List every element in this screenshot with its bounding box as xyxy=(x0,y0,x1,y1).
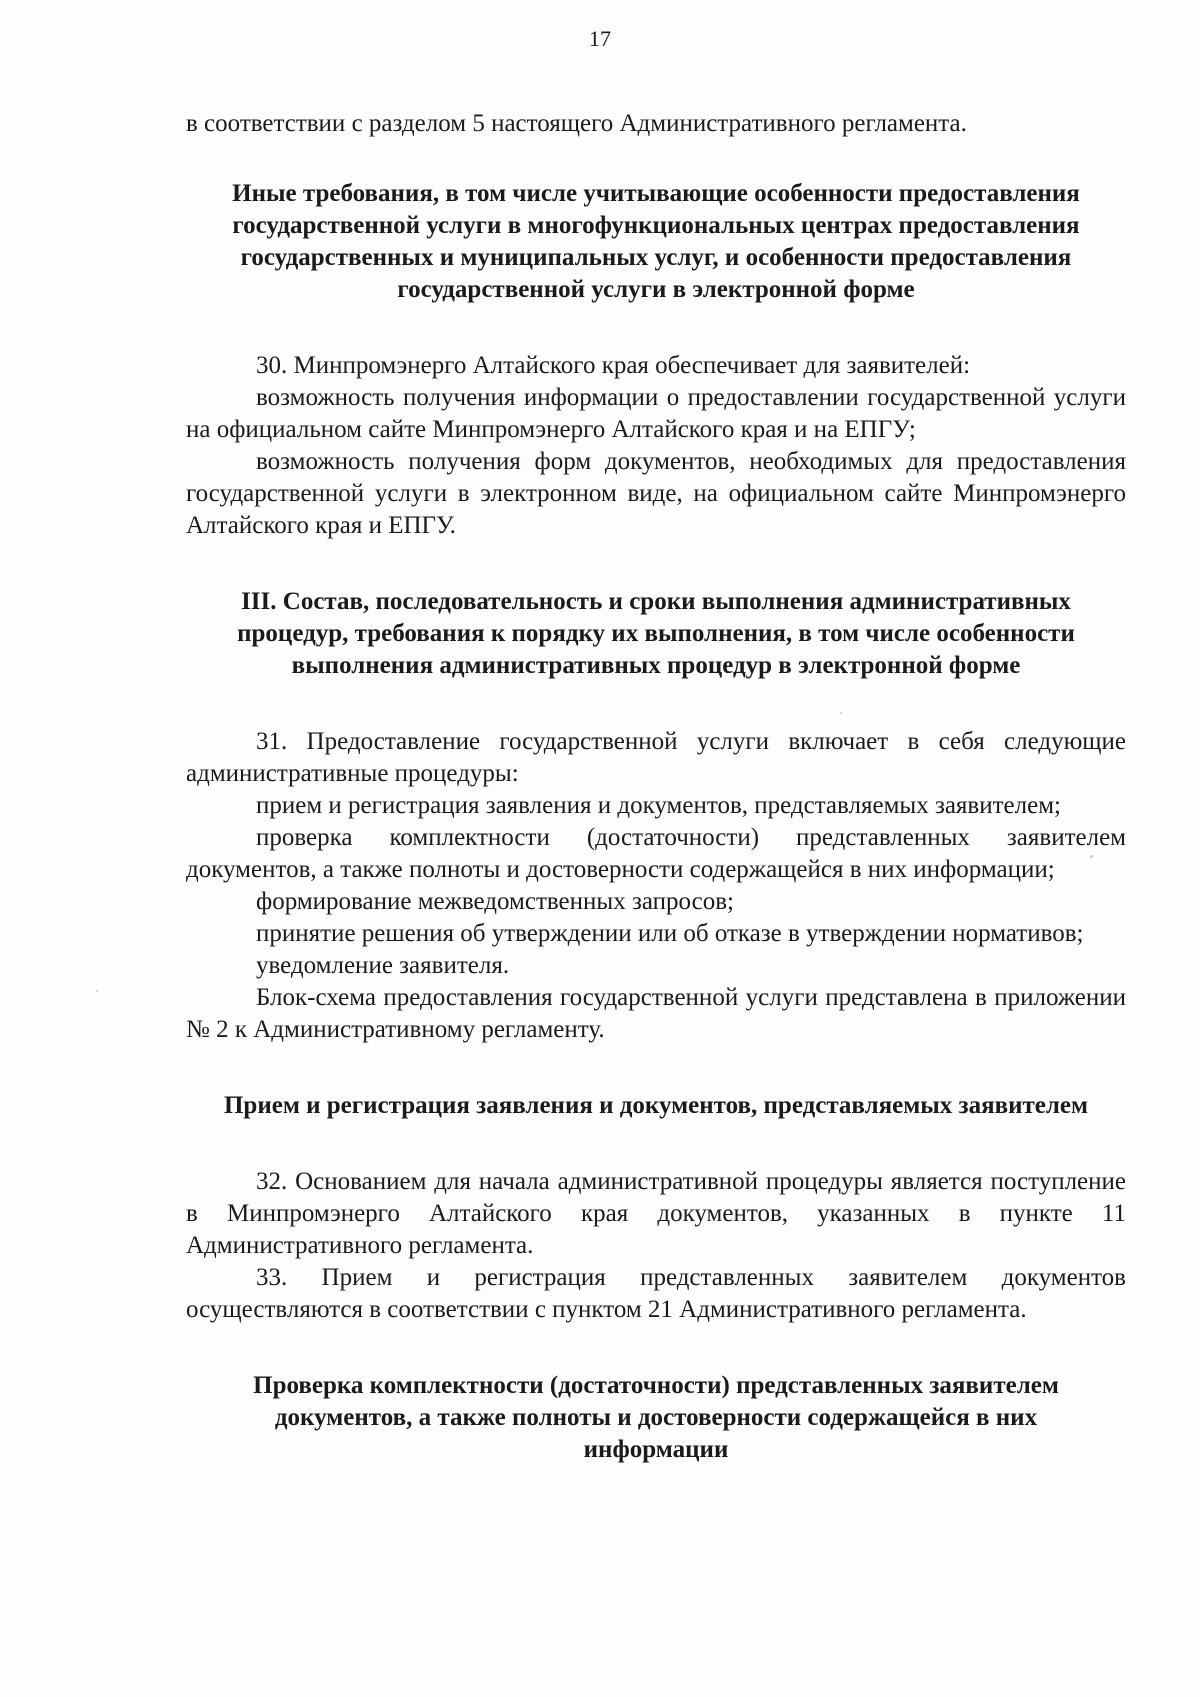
scan-speck xyxy=(1090,855,1093,858)
page-number: 17 xyxy=(589,26,611,51)
paragraph-32: 32. Основанием для начала административной процедуры является поступление в Минпромэнерго Алтайского края документов, указанных в пункте 11 Административного регламента. xyxy=(186,1168,1126,1259)
paragraph-31: 31. Предоставление государственной услуги включает в себя следующие административные процедуры: xyxy=(186,728,1126,787)
list-item-notification: уведомление заявителя. xyxy=(256,952,510,979)
paragraph-flowchart-reference: Блок-схема предоставления государственной услуги представлена в приложении № 2 к Административному регламенту. xyxy=(186,984,1126,1043)
list-item-completeness-check: проверка комплектности (достаточности) представленных заявителем документов, а также полноты и достоверности содержащейся в них информации; xyxy=(186,824,1126,883)
list-item-reception: прием и регистрация заявления и документов, представляемых заявителем; xyxy=(256,792,1061,819)
paragraph-33: 33. Прием и регистрация представленных заявителем документов осуществляются в соответствии с пунктом 21 Административного регламента. xyxy=(186,1264,1126,1323)
list-item-forms-access: возможность получения форм документов, необходимых для предоставления государственной услуги в электронном виде, на официальном сайте Минпромэнерго Алтайского края и ЕПГУ. xyxy=(186,448,1126,539)
scan-speck xyxy=(96,990,98,992)
section-heading-other-requirements: Иные требования, в том числе учитывающие особенности предоставления государственной услуги в многофункциональных центрах предоставления государственных и муниципальных услуг, и особенности предоставления государственной услуги в электронной форме xyxy=(232,180,1080,303)
list-item-decision: принятие решения об утверждении или об отказе в утверждении нормативов; xyxy=(256,920,1084,947)
list-item-information-access: возможность получения информации о предоставлении государственной услуги на официальном сайте Минпромэнерго Алтайского края и на ЕПГУ; xyxy=(186,384,1126,443)
section-heading-completeness-check: Проверка комплектности (достаточности) представленных заявителем документов, а также полноты и достоверности содержащейся в них информации xyxy=(253,1372,1059,1463)
continued-paragraph: в соответствии с разделом 5 настоящего Административного регламента. xyxy=(186,110,967,137)
scan-speck xyxy=(840,712,842,714)
section-heading-administrative-procedures: III. Состав, последовательность и сроки выполнения административных процедур, требования к порядку их выполнения, в том числе особенности выполнения административных процедур в электронной форме xyxy=(237,588,1075,679)
page-content xyxy=(186,108,1126,1466)
section-heading-reception: Прием и регистрация заявления и документов, представляемых заявителем xyxy=(223,1092,1089,1119)
paragraph-30: 30. Минпромэнерго Алтайского края обеспечивает для заявителей: xyxy=(256,352,971,379)
list-item-interagency-requests: формирование межведомственных запросов; xyxy=(256,888,734,915)
